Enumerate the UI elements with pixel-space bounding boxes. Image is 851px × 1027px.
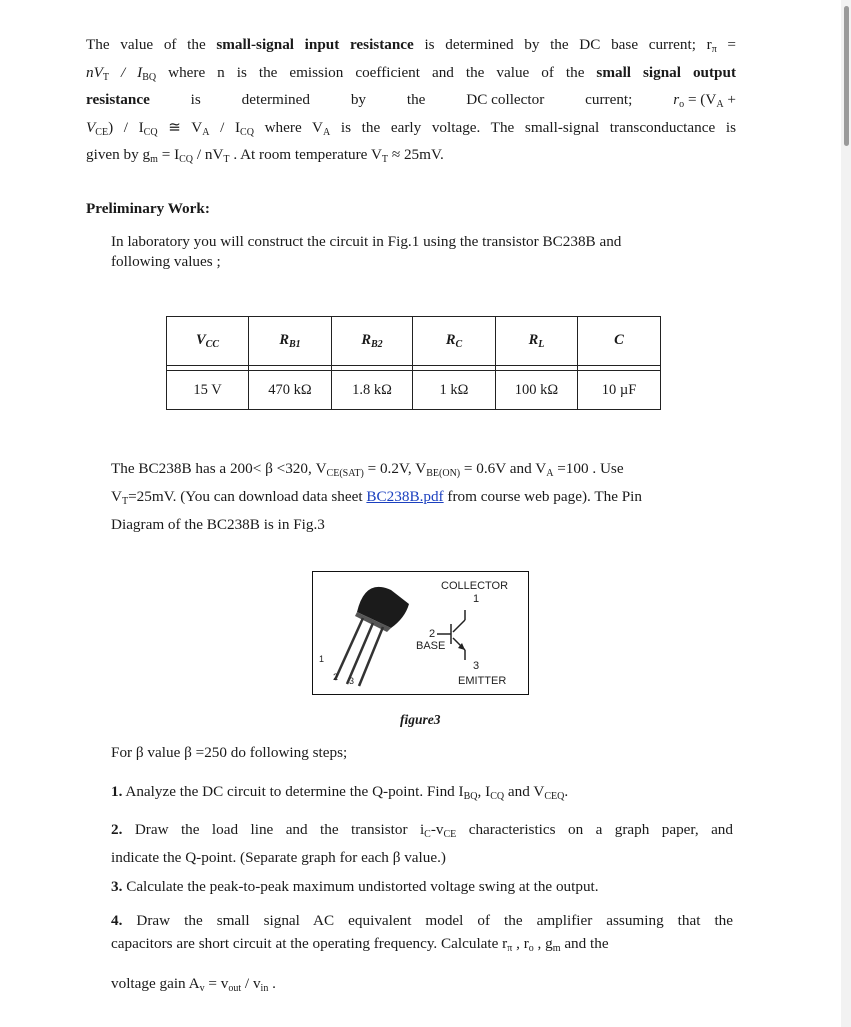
intro-line-3: resistance is determined by the DC collector current; $r_o = (V_A$ + xyxy=(86,91,736,110)
bc238b-paragraph xyxy=(111,457,642,536)
header-rl: $R_L$ xyxy=(496,317,578,366)
value-rb2: 1.8 kΩ xyxy=(332,371,413,410)
header-c: C xyxy=(578,317,661,366)
base-pin-number: 2 xyxy=(429,628,436,640)
npn-symbol-icon xyxy=(437,610,465,660)
intro-line-4: $V_{CE}) / I_{CQ}$ ≅ $V_A / I_{CQ}$ where $V_A$ is the early voltage. The small-signal transconductance is xyxy=(86,118,736,138)
lab-intro-line-2: following values ; xyxy=(111,253,221,270)
collector-label: COLLECTOR xyxy=(441,580,509,592)
scrollbar-thumb[interactable] xyxy=(844,6,849,146)
intro-line-2: $nV_T / I_{BQ}$ where n is the emission coefficient and the value of the small signal output xyxy=(86,63,736,83)
steps-list xyxy=(111,781,733,1001)
figure-caption: figure3 xyxy=(400,712,441,727)
lead-number-1: 1 xyxy=(319,654,325,664)
to92-package-icon xyxy=(335,587,409,686)
intro-paragraph xyxy=(86,34,736,172)
header-rc: $R_C$ xyxy=(413,317,496,366)
bc-line-1: The BC238B has a 200< β <320, $V_{CE(SAT)} = 0.2V$, $V_{BE(ON)} = 0.6V$ and $V_A =100$ . Use xyxy=(111,460,624,479)
header-vcc: $V_{CC}$ xyxy=(167,317,249,366)
step-1: 1. Analyze the DC circuit to determine the Q-point. Find $I_{BQ}$, $I_{CQ}$ and $V_{CEQ}$. xyxy=(111,783,569,802)
value-rl: 100 kΩ xyxy=(496,371,578,410)
bc-line-2: $V_T=25mV$. (You can download data sheet BC238B.pdf from course web page). The Pin xyxy=(111,488,642,507)
intro-line-1: The value of the small-signal input resistance is determined by the DC base current; $r_\pi$ = xyxy=(86,36,736,55)
value-c: 10 µF xyxy=(578,371,661,410)
scrollbar-track[interactable] xyxy=(841,0,851,1027)
value-vcc: 15 V xyxy=(167,371,249,410)
base-label: BASE xyxy=(416,640,446,652)
lead-number-3: 3 xyxy=(349,676,355,686)
datasheet-link[interactable]: BC238B.pdf xyxy=(366,488,444,505)
table-header-row xyxy=(167,317,661,366)
intro-line-5: given by $g_m = I_{CQ} / nV_T$ . At room temperature $V_T \approx 25mV$. xyxy=(86,146,444,165)
value-rc: 1 kΩ xyxy=(413,371,496,410)
step-2: 2. Draw the load line and the transistor $i_C-v_{CE}$ characteristics on a graph paper, and indicate the Q-point. (Separate graph for each β value.) xyxy=(111,821,733,866)
step-3: 3. Calculate the peak-to-peak maximum undistorted voltage swing at the output. xyxy=(111,878,599,895)
step-4: 4. Draw the small signal AC equivalent model of the amplifier assuming that the capacitors are short circuit at the operating frequency. Calculate $r_\pi$ , $r_o$ , $g_m$ and the voltage gain $A_v = v_{out} / v_{in}$ . xyxy=(111,912,733,994)
component-values-table xyxy=(166,316,661,410)
header-rb2: $R_{B2}$ xyxy=(332,317,413,366)
bc-line-3: Diagram of the BC238B is in Fig.3 xyxy=(111,516,325,533)
pin-diagram-figure xyxy=(312,571,529,695)
value-rb1: 470 kΩ xyxy=(249,371,332,410)
header-rb1: $R_{B1}$ xyxy=(249,317,332,366)
lab-intro-paragraph xyxy=(111,232,621,272)
emitter-label: EMITTER xyxy=(458,675,507,687)
lab-intro-line-1: In laboratory you will construct the circuit in Fig.1 using the transistor BC238B and xyxy=(111,233,622,250)
lead-number-2: 2 xyxy=(333,672,339,682)
collector-pin-number: 1 xyxy=(473,593,480,605)
emitter-pin-number: 3 xyxy=(473,660,480,672)
beta-instruction: For β value β =250 do following steps; xyxy=(111,744,348,761)
table-row xyxy=(167,371,661,410)
section-heading: Preliminary Work: xyxy=(86,200,210,217)
